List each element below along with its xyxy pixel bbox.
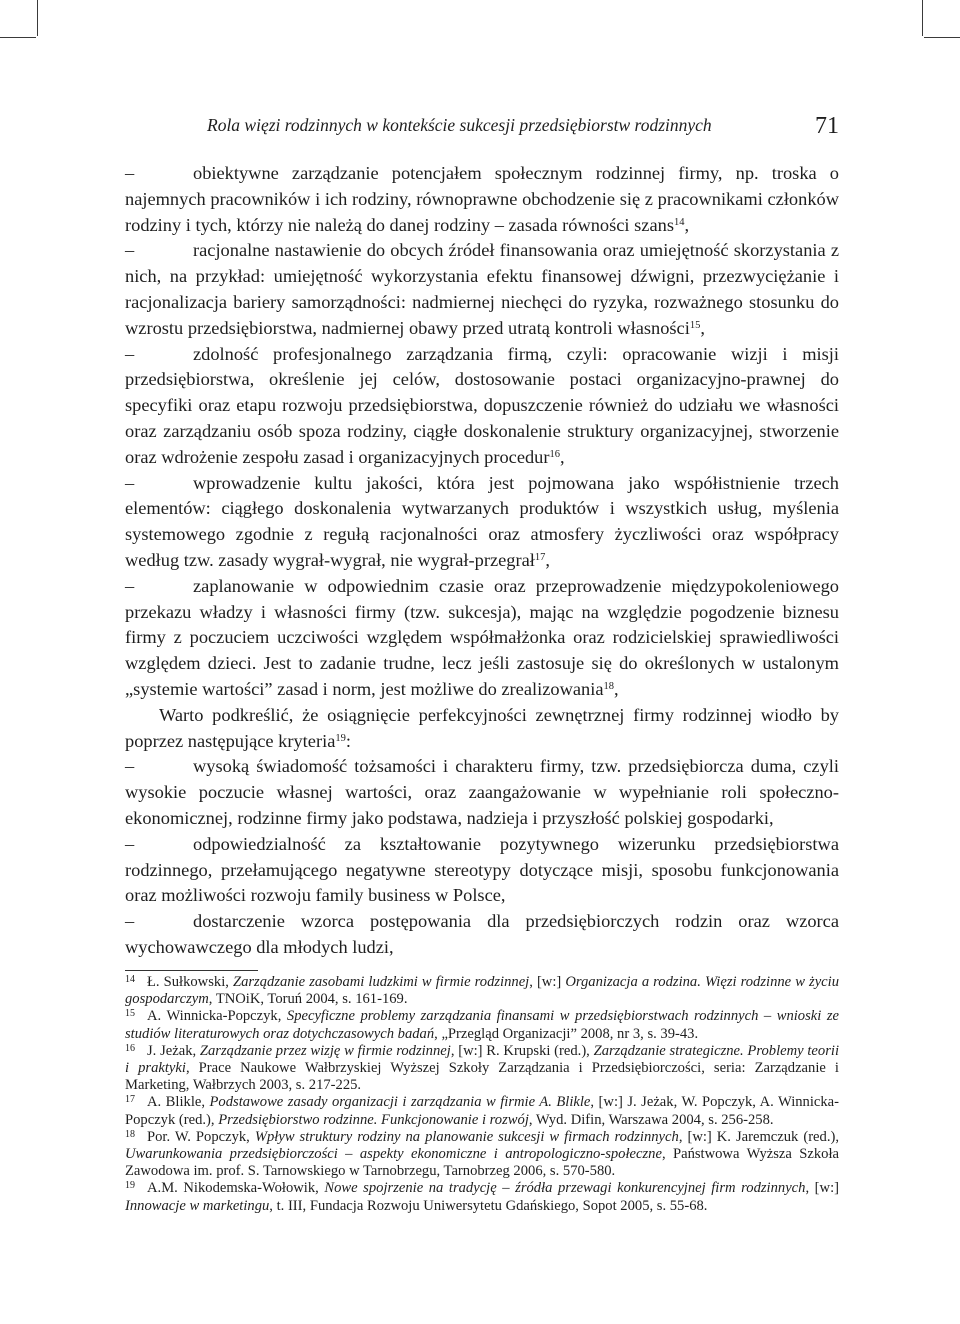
running-header-title: Rola więzi rodzinnych w kontekście sukcesji przedsiębiorstw rodzinnych bbox=[207, 115, 712, 135]
crop-mark-top-left-horizontal bbox=[0, 37, 36, 38]
footnote-number: 16 bbox=[125, 1042, 135, 1054]
footnote bbox=[125, 1008, 839, 1042]
footnote bbox=[125, 1129, 839, 1181]
crop-mark-top-left bbox=[37, 0, 38, 36]
footnote bbox=[125, 1043, 839, 1095]
list-item bbox=[125, 238, 839, 341]
footnote-title: Zarządzanie przez wizję w firmie rodzinnej bbox=[199, 1042, 451, 1059]
paragraph-text: Warto podkreślić, że osiągnięcie perfekcyjności zewnętrznej firmy rodzinnej wiodło by poprzez następujące kryteria bbox=[125, 704, 839, 751]
list-item bbox=[125, 754, 839, 831]
footnote-ref: 16 bbox=[549, 448, 560, 460]
list-dash: – bbox=[125, 575, 135, 596]
list-item-text: wprowadzenie kultu jakości, która jest pojmowana jako współistnienie trzech elementów: ciągłego doskonalenia wytwarzanych produktów i wszystkich usług, myślenia systemowego zgodnie z regułą racjonalności oraz atmosfery życzliwości oraz współpracy według tzw. zasady wygrał-wygrał, nie wygrał-przegrał bbox=[125, 472, 839, 570]
footnote-title: Nowe spojrzenie na tradycję – źródła przewagi konkurencyjnej firm rodzinnych bbox=[324, 1180, 806, 1197]
list-item-text: wysoką świadomość tożsamości i charakteru firmy, tzw. przedsiębiorcza duma, czyli wysokie poczucie własnej wartości, oraz zaangażowanie w wypełnianie roli społeczno-ekonomicznej, rodzinne firmy jako podstawa, nadzieja i przyszłość polskiej gospodarki, bbox=[125, 756, 839, 828]
footnote-ref: 18 bbox=[603, 680, 614, 692]
list-dash: – bbox=[125, 472, 135, 493]
footnote-number: 19 bbox=[125, 1180, 135, 1192]
list-dash: – bbox=[125, 911, 135, 932]
footnote-ref: 15 bbox=[689, 319, 701, 331]
footnote-text: , Prace Naukowe Wałbrzyskiej Wyższej Szkoły Zarządzania i Przedsiębiorczości, seria: Zarządzanie i Marketing, Wałbrzych 2003, s. 217-225. bbox=[125, 1060, 839, 1094]
footnote-title: Podstawowe zasady organizacji i zarządzania w firmie A. Blikle bbox=[209, 1094, 591, 1111]
list-item-text: zaplanowanie w odpowiednim czasie oraz przeprowadzenie międzypokoleniowego przekazu władzy i własności firmy (tzw. sukcesja), mając na względzie pogodzenie biznesu firmy z poczuciem uczciwości względem współmałżonka oraz rodzicielskiej sprawiedliwości względem dzieci. Jest to zadanie trudne, lecz jeśli zastosuje się do określonych w ustalonym „systemie wartości” zasad i norm, jest możliwe do zrealizowania bbox=[125, 575, 839, 699]
footnote-title: Zarządzanie strategiczne. Problemy teorii i praktyki bbox=[125, 1042, 839, 1077]
footnote-number: 14 bbox=[125, 974, 135, 985]
footnote-text: , Wyd. Difin, Warszawa 2004, s. 256-258. bbox=[528, 1111, 774, 1128]
footnote-text: A. Blikle, bbox=[147, 1094, 210, 1111]
footnote-number: 15 bbox=[125, 1008, 135, 1020]
page-number: 71 bbox=[815, 113, 839, 139]
list-item bbox=[125, 574, 839, 703]
list-item bbox=[125, 832, 839, 909]
footnote-text: , t. III, Fundacja Rozwoju Uniwersytetu Gdańskiego, Sopot 2005, s. 55-68. bbox=[269, 1197, 708, 1214]
footnote-title: Uwarunkowania przedsiębiorczości – aspekty ekonomiczne i antropologiczno-społeczne bbox=[125, 1146, 662, 1163]
list-item-text: dostarczenie wzorca postępowania dla przedsiębiorczych rodzin oraz wzorca wychowawczego dla młodych ludzi, bbox=[125, 911, 839, 957]
footnote-title: Zarządzanie zasobami ludzkimi w firmie rodzinnej bbox=[232, 974, 530, 990]
footnote-number: 17 bbox=[125, 1094, 135, 1106]
footnote-title: Przedsiębiorstwo rodzinne. Funkcjonowanie i rozwój bbox=[218, 1111, 529, 1128]
footnote-text: A. Winnicka-Popczyk, bbox=[147, 1008, 287, 1025]
footnote-text: J. Jeżak, bbox=[147, 1042, 200, 1059]
list-dash: – bbox=[125, 163, 135, 183]
footnote-text: A.M. Nikodemska-Wołowik, bbox=[147, 1180, 325, 1197]
footnote bbox=[125, 1180, 839, 1214]
list-item bbox=[125, 342, 839, 471]
list-item-text: zdolność profesjonalnego zarządzania firmą, czyli: opracowanie wizji i misji przedsiębiorstwa, określenie jej celów, dostosowanie postaci organizacyjno-prawnej do specyfiki oraz etapu rozwoju przedsiębiorstwa, dopuszczenie również do udziału we własności oraz zarządzaniu osób spoza rodziny, ciągłe doskonalenie struktury organizacyjnej, stworzenie oraz wdrożenie zespołu zasad i organizacyjnych procedur bbox=[125, 343, 839, 467]
list-item-text: odpowiedzialność za kształtowanie pozytywnego wizerunku przedsiębiorstwa rodzinnego, przełamującego negatywne stereotypy dotyczące misji, sposobu funkcjonowania oraz możliwości rozwoju family business w Polsce, bbox=[125, 833, 839, 906]
list-item bbox=[125, 161, 839, 238]
main-text bbox=[125, 161, 839, 961]
list-item bbox=[125, 909, 839, 961]
crop-mark-top-right-horizontal bbox=[924, 37, 960, 38]
footnote-number: 18 bbox=[125, 1128, 135, 1140]
footnote-text: , „Przegląd Organizacji” 2008, nr 3, s. 39-43. bbox=[434, 1025, 699, 1042]
footnote-text: , [w:] J. Jeżak, W. Popczyk, A. Winnicka-Popczyk (red.), bbox=[125, 1094, 840, 1128]
paragraph bbox=[125, 703, 839, 755]
list-dash: – bbox=[125, 240, 135, 261]
footnote-text: , [w:] R. Krupski (red.), bbox=[450, 1042, 594, 1059]
list-dash: – bbox=[125, 756, 135, 777]
footnote-separator bbox=[125, 970, 258, 971]
footnote bbox=[125, 1094, 839, 1128]
footnote-title: Wpływ struktury rodziny na planowanie sukcesji w firmach rodzinnych bbox=[254, 1128, 679, 1145]
footnote-title: Innowacje w marketingu bbox=[125, 1197, 270, 1214]
list-dash: – bbox=[125, 833, 135, 854]
list-item-text: obiektywne zarządzanie potencjałem społecznym rodzinnej firmy, np. troska o najemnych pracowników i ich rodziny, równoprawne obchodzenie się z pracownikami członków rodziny i tych, którzy nie należą do danej rodziny – zasada równości szans bbox=[125, 163, 839, 235]
footnotes bbox=[125, 974, 839, 1215]
list-dash: – bbox=[125, 343, 135, 364]
crop-mark-top-right bbox=[922, 0, 923, 36]
footnote-text: , [w:] K. Jaremczuk (red.), bbox=[678, 1128, 839, 1145]
punctuation: , bbox=[700, 317, 705, 338]
punctuation: , bbox=[560, 446, 565, 467]
footnote-ref: 17 bbox=[534, 551, 546, 563]
footnote-text: , Państwowa Wyższa Szkoła Zawodowa im. prof. S. Tarnowskiego w Tarnobrzegu, Tarnobrzeg 2006, s. 570-580. bbox=[125, 1146, 839, 1180]
footnote-text: Ł. Sułkowski, bbox=[147, 974, 233, 990]
footnote-ref: 19 bbox=[335, 732, 346, 744]
footnote-text: , TNOiK, Toruń 2004, s. 161-169. bbox=[208, 991, 408, 1008]
footnote-text: , [w:] bbox=[529, 974, 566, 990]
list-item bbox=[125, 471, 839, 574]
punctuation: , bbox=[614, 678, 619, 699]
list-item-text: racjonalne nastawienie do obcych źródeł finansowania oraz umiejętność skorzystania z nich, na przykład: umiejętność wykorzystania efektu finansowej dźwigni, przezwyciężanie i racjonalizacja bariery samorządności: nadmiernej niechęci do ryzyka, rozważnego stosunku do wzrostu przedsiębiorstwa, nadmiernej obawy przed utratą kontroli własności bbox=[125, 240, 839, 338]
punctuation: , bbox=[684, 214, 690, 235]
footnote-title: Organizacja a rodzina. Więzi rodzinne w życiu gospodarczym bbox=[125, 974, 839, 1008]
punctuation: : bbox=[345, 730, 351, 751]
footnote-text: Por. W. Popczyk, bbox=[147, 1128, 255, 1145]
footnote-text: , [w:] bbox=[805, 1180, 839, 1197]
footnote bbox=[125, 974, 839, 1008]
punctuation: , bbox=[545, 549, 550, 570]
footnote-ref: 14 bbox=[673, 216, 685, 228]
footnote-title: Specyficzne problemy zarządzania finansami w przedsiębiorstwach rodzinnych – wnioski ze studiów literaturowych oraz dotychczasowych badań bbox=[125, 1008, 839, 1042]
